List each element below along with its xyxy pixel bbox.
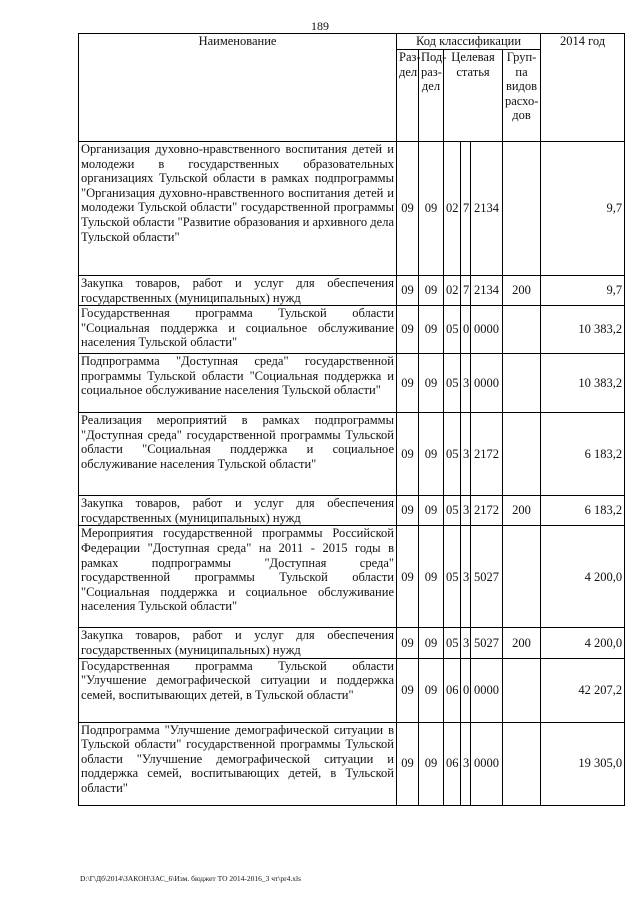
- row-razdel: 09: [397, 413, 419, 496]
- row-target-program: 02: [444, 276, 461, 306]
- row-target-direction: 2172: [471, 496, 503, 526]
- row-razdel: 09: [397, 496, 419, 526]
- row-expense-group: [503, 306, 541, 354]
- row-target-direction: 5027: [471, 628, 503, 658]
- row-amount: 19 305,0: [541, 722, 625, 805]
- row-expense-group: [503, 722, 541, 805]
- row-target-direction: 2172: [471, 413, 503, 496]
- table-row: [79, 413, 625, 496]
- header-target: Целевая статья: [444, 50, 503, 142]
- row-name: Мероприятия государственной программы Российской Федерации "Доступная среда" на 2011 - 2015 годы в рамках подпрограммы "Доступная среда" государственной программы Тульской области "Социальная поддержка и социальное обслуживание населения Тульской области": [79, 526, 397, 628]
- header-podrazdel: Под- раз- дел: [419, 50, 444, 142]
- row-target-program: 02: [444, 142, 461, 276]
- row-target-subprogram: 0: [461, 658, 471, 722]
- row-target-program: 05: [444, 354, 461, 413]
- table-row: [79, 526, 625, 628]
- row-target-program: 06: [444, 722, 461, 805]
- row-target-direction: 0000: [471, 354, 503, 413]
- row-target-subprogram: 3: [461, 628, 471, 658]
- row-expense-group: [503, 526, 541, 628]
- row-name: Подпрограмма "Доступная среда" государственной программы Тульской области "Социальная поддержка и социальное обслуживание населения Тульской области": [79, 354, 397, 413]
- row-target-direction: 0000: [471, 658, 503, 722]
- row-target-subprogram: 3: [461, 722, 471, 805]
- row-razdel: 09: [397, 354, 419, 413]
- row-expense-group: [503, 354, 541, 413]
- row-podrazdel: 09: [419, 658, 444, 722]
- row-expense-group: [503, 142, 541, 276]
- row-expense-group: 200: [503, 496, 541, 526]
- row-expense-group: 200: [503, 628, 541, 658]
- row-razdel: 09: [397, 276, 419, 306]
- row-razdel: 09: [397, 142, 419, 276]
- row-podrazdel: 09: [419, 722, 444, 805]
- row-podrazdel: 09: [419, 276, 444, 306]
- row-name: Государственная программа Тульской области "Социальная поддержка и социальное обслуживание населения Тульской области": [79, 306, 397, 354]
- row-amount: 6 183,2: [541, 496, 625, 526]
- row-target-subprogram: 3: [461, 496, 471, 526]
- row-target-direction: 2134: [471, 142, 503, 276]
- row-podrazdel: 09: [419, 526, 444, 628]
- header-name: Наименование: [79, 34, 397, 142]
- row-podrazdel: 09: [419, 142, 444, 276]
- row-name: Государственная программа Тульской области "Улучшение демографической ситуации и поддержка семей, воспитывающих детей, в Тульской области": [79, 658, 397, 722]
- row-name: Подпрограмма "Улучшение демографической ситуации в Тульской области" государственной программы Тульской области "Улучшение демографической ситуации и поддержка семей, воспитывающих детей, в Тульской области": [79, 722, 397, 805]
- row-amount: 4 200,0: [541, 526, 625, 628]
- row-target-program: 05: [444, 413, 461, 496]
- row-target-subprogram: 7: [461, 142, 471, 276]
- row-amount: 6 183,2: [541, 413, 625, 496]
- row-name: Закупка товаров, работ и услуг для обеспечения государственных (муниципальных) нужд: [79, 628, 397, 658]
- row-target-direction: 2134: [471, 276, 503, 306]
- row-name: Закупка товаров, работ и услуг для обеспечения государственных (муниципальных) нужд: [79, 496, 397, 526]
- row-podrazdel: 09: [419, 413, 444, 496]
- row-amount: 10 383,2: [541, 354, 625, 413]
- row-expense-group: 200: [503, 276, 541, 306]
- table-row: [79, 628, 625, 658]
- row-target-direction: 0000: [471, 722, 503, 805]
- table-row: [79, 306, 625, 354]
- row-amount: 4 200,0: [541, 628, 625, 658]
- row-amount: 9,7: [541, 142, 625, 276]
- page-number: 189: [311, 19, 329, 33]
- table-row: [79, 354, 625, 413]
- header-razdel: Раз- дел: [397, 50, 419, 142]
- row-podrazdel: 09: [419, 496, 444, 526]
- row-podrazdel: 09: [419, 628, 444, 658]
- row-target-subprogram: 0: [461, 306, 471, 354]
- row-target-program: 06: [444, 658, 461, 722]
- row-target-program: 05: [444, 628, 461, 658]
- table-row: [79, 658, 625, 722]
- row-razdel: 09: [397, 658, 419, 722]
- row-target-subprogram: 3: [461, 526, 471, 628]
- row-target-direction: 5027: [471, 526, 503, 628]
- row-razdel: 09: [397, 306, 419, 354]
- row-target-direction: 0000: [471, 306, 503, 354]
- row-razdel: 09: [397, 628, 419, 658]
- row-target-subprogram: 3: [461, 354, 471, 413]
- row-podrazdel: 09: [419, 306, 444, 354]
- row-expense-group: [503, 413, 541, 496]
- row-expense-group: [503, 658, 541, 722]
- table-row: [79, 276, 625, 306]
- table-row: [79, 496, 625, 526]
- header-code-group: Код классификации: [397, 34, 541, 50]
- row-podrazdel: 09: [419, 354, 444, 413]
- table-row: [79, 722, 625, 805]
- row-amount: 10 383,2: [541, 306, 625, 354]
- row-target-subprogram: 3: [461, 413, 471, 496]
- row-target-program: 05: [444, 306, 461, 354]
- row-name: Организация духовно-нравственного воспитания детей и молодежи в государственных образовательных организациях Тульской области в рамках подпрограммы "Организация духовно-нравственного воспитания детей и молодежи Тульской области" государственной программы Тульской области "Развитие образования и архивного дела Тульской области": [79, 142, 397, 276]
- row-amount: 42 207,2: [541, 658, 625, 722]
- header-group: Груп- па видов расхо- дов: [503, 50, 541, 142]
- header-year: 2014 год: [541, 34, 625, 142]
- row-razdel: 09: [397, 722, 419, 805]
- file-path-footer: D:\Г\Дб\2014\ЗАКОН\ЗАС_6\Изм. бюджет ТО 2014-2016_3 чт\pr4.xls: [80, 874, 301, 883]
- row-name: Закупка товаров, работ и услуг для обеспечения государственных (муниципальных) нужд: [79, 276, 397, 306]
- row-name: Реализация мероприятий в рамках подпрограммы "Доступная среда" государственной программы Тульской области "Социальная поддержка и социальное обслуживание населения Тульской области": [79, 413, 397, 496]
- table-row: [79, 142, 625, 276]
- row-target-program: 05: [444, 496, 461, 526]
- budget-table: [78, 33, 625, 806]
- row-target-subprogram: 7: [461, 276, 471, 306]
- row-amount: 9,7: [541, 276, 625, 306]
- row-razdel: 09: [397, 526, 419, 628]
- row-target-program: 05: [444, 526, 461, 628]
